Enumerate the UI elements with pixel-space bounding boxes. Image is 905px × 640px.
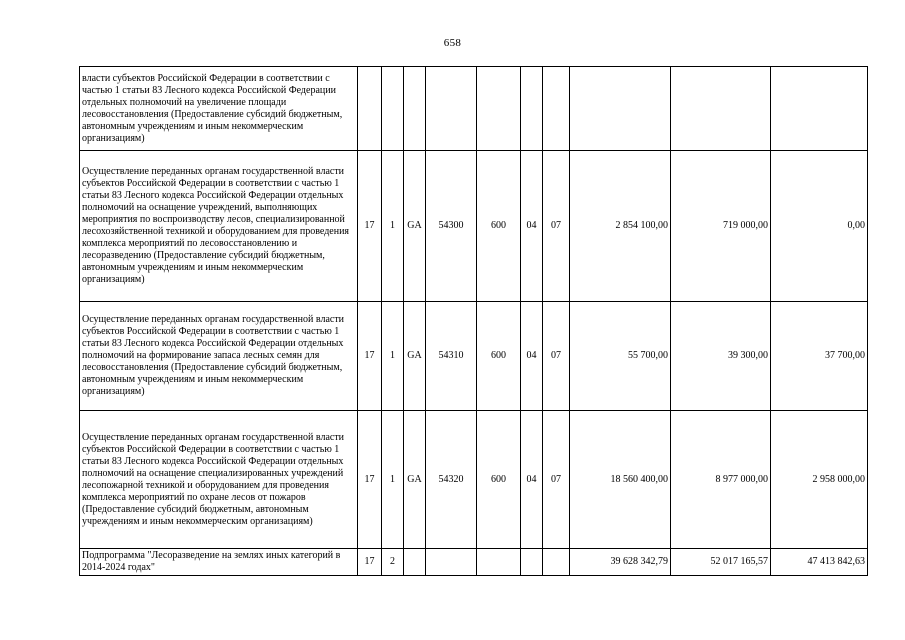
table-row — [80, 411, 868, 549]
subsection-code: 07 — [543, 411, 570, 549]
table-row — [80, 302, 868, 411]
expense-type-code: 600 — [477, 151, 521, 302]
subsection-code: 07 — [543, 151, 570, 302]
program-code — [358, 67, 382, 151]
subprogram-code — [382, 67, 404, 151]
table-row — [80, 549, 868, 576]
amount-year-1 — [570, 67, 671, 151]
amount-year-2: 52 017 165,57 — [671, 549, 771, 576]
budget-table — [79, 66, 868, 576]
expense-type-code: 600 — [477, 302, 521, 411]
amount-year-3: 0,00 — [771, 151, 868, 302]
amount-year-2 — [671, 67, 771, 151]
event-code — [404, 67, 426, 151]
amount-year-3: 37 700,00 — [771, 302, 868, 411]
amount-year-3 — [771, 67, 868, 151]
section-code: 04 — [521, 302, 543, 411]
event-code: GA — [404, 151, 426, 302]
event-code: GA — [404, 411, 426, 549]
direction-code: 54320 — [426, 411, 477, 549]
subsection-code — [543, 549, 570, 576]
amount-year-1: 39 628 342,79 — [570, 549, 671, 576]
direction-code: 54310 — [426, 302, 477, 411]
program-code: 17 — [358, 302, 382, 411]
row-description: Осуществление переданных органам государственной власти субъектов Российской Федерации в соответствии с частью 1 статьи 83 Лесного кодекса Российской Федерации отдельных полномочий на формирование запаса лесных семян для лесовосстановления (Предоставление субсидий бюджетным, автономным учреждениям и иным некоммерческим организациям) — [80, 302, 358, 411]
expense-type-code — [477, 67, 521, 151]
program-code: 17 — [358, 411, 382, 549]
amount-year-1: 2 854 100,00 — [570, 151, 671, 302]
table-row — [80, 67, 868, 151]
amount-year-1: 18 560 400,00 — [570, 411, 671, 549]
subsection-code — [543, 67, 570, 151]
amount-year-2: 39 300,00 — [671, 302, 771, 411]
amount-year-2: 8 977 000,00 — [671, 411, 771, 549]
subprogram-code: 1 — [382, 302, 404, 411]
section-code — [521, 549, 543, 576]
section-code: 04 — [521, 411, 543, 549]
amount-year-3: 2 958 000,00 — [771, 411, 868, 549]
direction-code — [426, 67, 477, 151]
amount-year-2: 719 000,00 — [671, 151, 771, 302]
subprogram-code: 1 — [382, 151, 404, 302]
program-code: 17 — [358, 151, 382, 302]
page-number: 658 — [443, 37, 462, 49]
subprogram-code: 1 — [382, 411, 404, 549]
expense-type-code — [477, 549, 521, 576]
row-description: Подпрограмма "Лесоразведение на землях иных категорий в 2014-2024 годах" — [80, 549, 358, 576]
row-description: власти субъектов Российской Федерации в соответствии с частью 1 статьи 83 Лесного кодекса Российской Федерации отдельных полномочий на увеличение площади лесовосстановления (Предоставление субсидий бюджетным, автономным учреждениям и иным некоммерческим организациям) — [80, 67, 358, 151]
row-description: Осуществление переданных органам государственной власти субъектов Российской Федерации в соответствии с частью 1 статьи 83 Лесного кодекса Российской Федерации отдельных полномочий на оснащение учреждений, выполняющих мероприятия по воспроизводству лесов, специализированной лесохозяйственной техникой и оборудованием для проведения комплекса мероприятий по лесовосстановлению и лесоразведению (Предоставление субсидий бюджетным, автономным учреждениям и иным некоммерческим организациям) — [80, 151, 358, 302]
amount-year-3: 47 413 842,63 — [771, 549, 868, 576]
direction-code — [426, 549, 477, 576]
event-code — [404, 549, 426, 576]
program-code: 17 — [358, 549, 382, 576]
amount-year-1: 55 700,00 — [570, 302, 671, 411]
subprogram-code: 2 — [382, 549, 404, 576]
section-code — [521, 67, 543, 151]
subsection-code: 07 — [543, 302, 570, 411]
direction-code: 54300 — [426, 151, 477, 302]
event-code: GA — [404, 302, 426, 411]
row-description: Осуществление переданных органам государственной власти субъектов Российской Федерации в соответствии с частью 1 статьи 83 Лесного кодекса Российской Федерации отдельных полномочий на оснащение специализированных учреждений лесопожарной техникой и оборудованием для проведения комплекса мероприятий по охране лесов от пожаров (Предоставление субсидий бюджетным, автономным учреждениям и иным некоммерческим организациям) — [80, 411, 358, 549]
section-code: 04 — [521, 151, 543, 302]
table-row — [80, 151, 868, 302]
expense-type-code: 600 — [477, 411, 521, 549]
